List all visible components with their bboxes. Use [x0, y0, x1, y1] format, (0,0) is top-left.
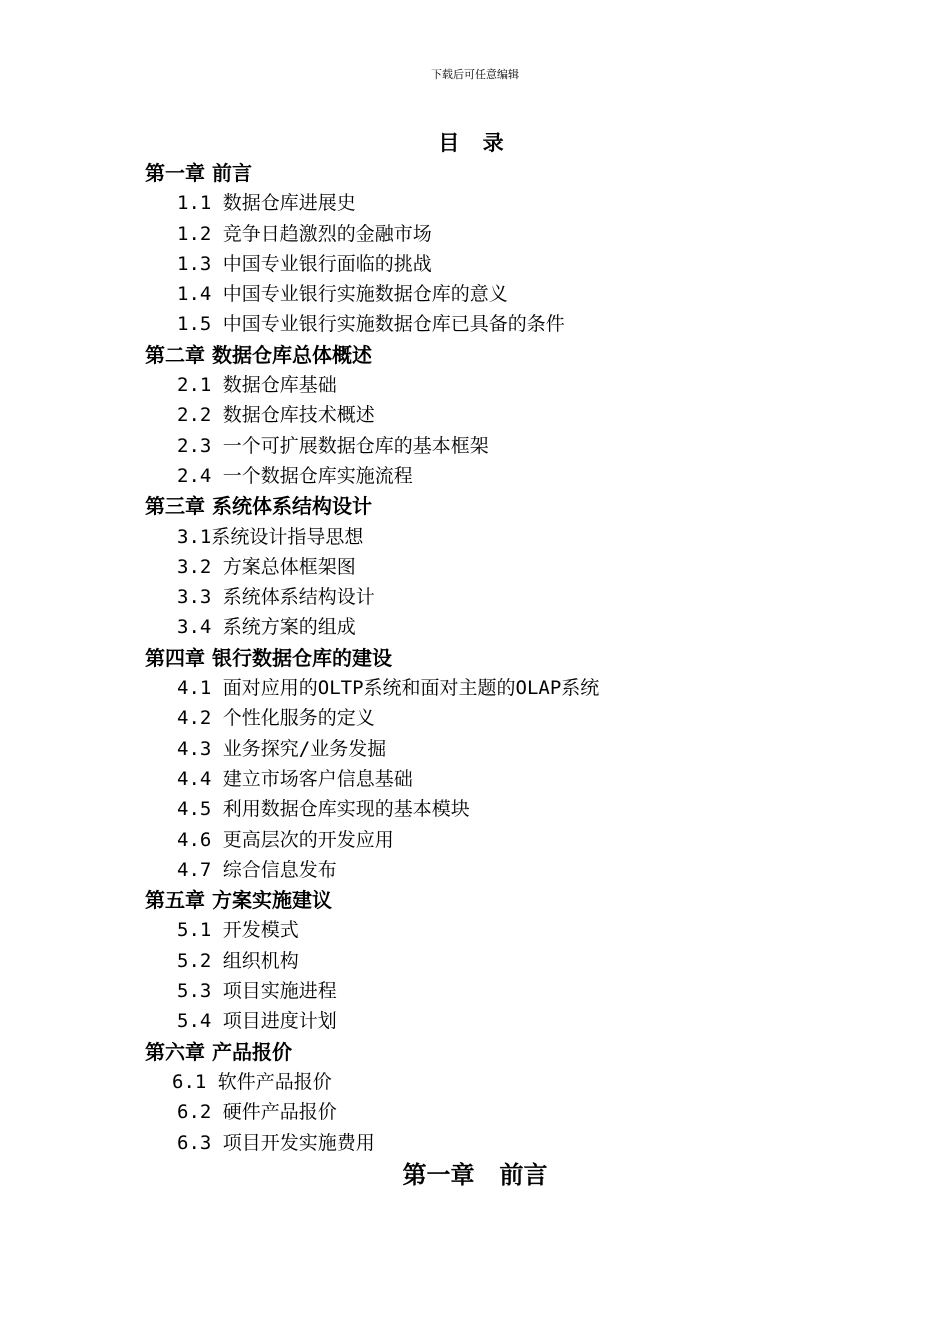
- table-of-contents: [145, 158, 865, 1158]
- toc-section-2-4[interactable]: 2.4 一个数据仓库实施流程: [177, 464, 413, 487]
- toc-section-4-3[interactable]: 4.3 业务探究/业务发掘: [177, 737, 387, 760]
- toc-section-4-2[interactable]: 4.2 个性化服务的定义: [177, 707, 375, 730]
- toc-section-1-4[interactable]: 1.4 中国专业银行实施数据仓库的意义: [177, 283, 508, 306]
- toc-section-3-3[interactable]: 3.3 系统体系结构设计: [177, 586, 375, 609]
- toc-section-1-2[interactable]: 1.2 竞争日趋激烈的金融市场: [177, 222, 432, 245]
- toc-section-4-1[interactable]: 4.1 面对应用的OLTP系统和面对主题的OLAP系统: [177, 677, 600, 700]
- toc-chapter-1[interactable]: 第一章 前言: [145, 161, 252, 185]
- toc-section-3-1[interactable]: 3.1系统设计指导思想: [177, 525, 364, 548]
- toc-section-5-1[interactable]: 5.1 开发模式: [177, 919, 299, 942]
- toc-section-6-1[interactable]: 6.1 软件产品报价: [172, 1070, 332, 1093]
- toc-section-1-1[interactable]: 1.1 数据仓库进展史: [177, 192, 356, 215]
- toc-section-5-3[interactable]: 5.3 项目实施进程: [177, 980, 337, 1003]
- toc-chapter-3[interactable]: 第三章 系统体系结构设计: [145, 494, 372, 519]
- toc-section-4-6[interactable]: 4.6 更高层次的开发应用: [177, 828, 394, 851]
- toc-title: 目 录: [438, 131, 512, 155]
- toc-chapter-2[interactable]: 第二章 数据仓库总体概述: [145, 342, 372, 367]
- toc-section-2-2[interactable]: 2.2 数据仓库技术概述: [177, 404, 375, 427]
- toc-section-4-4[interactable]: 4.4 建立市场客户信息基础: [177, 767, 413, 790]
- toc-section-5-4[interactable]: 5.4 项目进度计划: [177, 1010, 337, 1033]
- toc-section-3-4[interactable]: 3.4 系统方案的组成: [177, 616, 356, 639]
- page-header-note: 下载后可任意编辑: [431, 68, 519, 81]
- toc-section-2-1[interactable]: 2.1 数据仓库基础: [177, 374, 337, 397]
- toc-section-3-2[interactable]: 3.2 方案总体框架图: [177, 555, 356, 578]
- toc-section-1-5[interactable]: 1.5 中国专业银行实施数据仓库已具备的条件: [177, 313, 565, 336]
- toc-chapter-5[interactable]: 第五章 方案实施建议: [145, 888, 332, 913]
- chapter-heading: 第一章 前言: [402, 1161, 548, 1189]
- toc-section-6-3[interactable]: 6.3 项目开发实施费用: [177, 1131, 375, 1154]
- toc-section-2-3[interactable]: 2.3 一个可扩展数据仓库的基本框架: [177, 434, 489, 457]
- toc-chapter-4[interactable]: 第四章 银行数据仓库的建设: [145, 645, 392, 670]
- toc-section-5-2[interactable]: 5.2 组织机构: [177, 949, 299, 972]
- toc-chapter-6[interactable]: 第六章 产品报价: [145, 1039, 292, 1064]
- toc-section-1-3[interactable]: 1.3 中国专业银行面临的挑战: [177, 252, 432, 275]
- toc-section-4-7[interactable]: 4.7 综合信息发布: [177, 858, 337, 881]
- toc-section-4-5[interactable]: 4.5 利用数据仓库实现的基本模块: [177, 798, 470, 821]
- toc-section-6-2[interactable]: 6.2 硬件产品报价: [177, 1101, 337, 1124]
